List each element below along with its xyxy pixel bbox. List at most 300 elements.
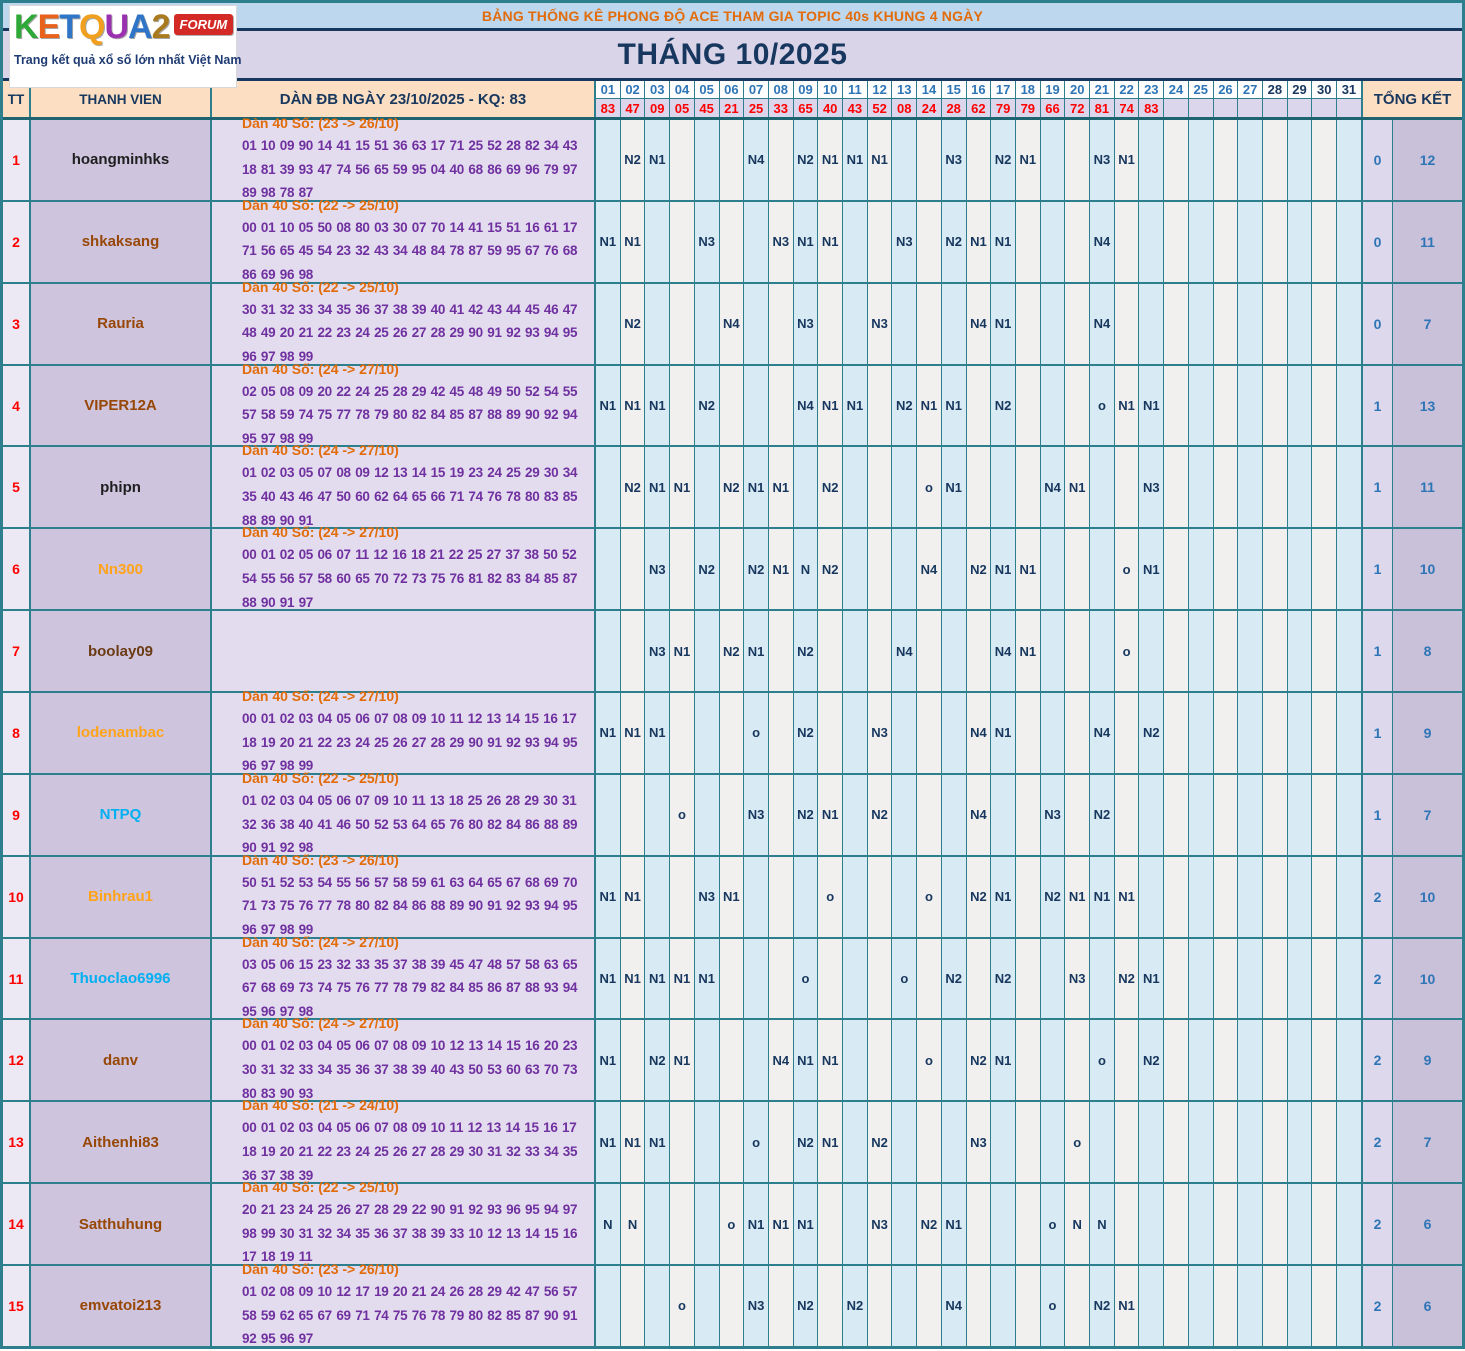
marker-cell [1312,1266,1337,1346]
day-number: 10 [818,81,842,99]
marker-cell: N1 [1139,529,1164,609]
marker-cell: N2 [794,693,819,773]
dan-cell [212,1261,596,1347]
marker-cell: N1 [596,857,621,937]
marker-cell [1164,857,1189,937]
dan-range-label: Dàn 40 Số: (22 -> 25/10) [242,196,399,213]
marker-cell: N2 [868,1102,893,1182]
day-column-header [1090,81,1115,117]
marker-cell [868,1020,893,1100]
marker-cell: N3 [942,120,967,200]
marker-cell [942,693,967,773]
marker-cell [1337,1102,1361,1182]
marker-cells [596,529,1363,609]
table-row [3,115,1462,202]
marker-cell [818,1266,843,1346]
marker-cell [695,447,720,527]
row-index: 8 [3,693,31,773]
marker-cell [769,693,794,773]
marker-cells [596,1266,1363,1346]
dan-numbers: 20 21 23 24 25 26 27 28 29 22 90 91 92 93 96 95 94 97 98 99 30 31 32 34 35 36 37 38 39 33 10 12 13 14 15 16 17 18 19 11 [242,1202,578,1265]
marker-cell [1189,366,1214,446]
marker-cell [1164,693,1189,773]
marker-cell: N2 [991,939,1016,1019]
marker-cell [892,447,917,527]
marker-cell [942,1102,967,1182]
day-column-header [695,81,720,117]
marker-cell [720,366,745,446]
marker-cell: N1 [967,202,992,282]
brand-letter: E [37,8,60,46]
marker-cells [596,1184,1363,1264]
marker-cell [1164,775,1189,855]
marker-cell [1263,775,1288,855]
brand-letter: K [14,8,38,46]
marker-cell: N1 [670,611,695,691]
marker-cell: N1 [991,1020,1016,1100]
marker-cell: N2 [967,1020,992,1100]
total-frames: 1 [1363,611,1393,691]
day-column-header [942,81,967,117]
ketqua2-logo [14,10,170,44]
row-index: 10 [3,857,31,937]
marker-cell [1139,611,1164,691]
day-number: 21 [1090,81,1114,99]
logo-tagline: Trang kết quả xổ số lớn nhất Việt Nam [14,53,242,67]
marker-cell [1337,284,1361,364]
marker-cell [1288,366,1313,446]
marker-cell [645,202,670,282]
marker-cell [769,1102,794,1182]
marker-cell [1238,1020,1263,1100]
marker-cell: N2 [991,120,1016,200]
dan-cell [212,1179,596,1265]
marker-cell [1312,775,1337,855]
marker-cell: N1 [720,857,745,937]
marker-cell [695,1184,720,1264]
marker-cell [1312,1184,1337,1264]
marker-cells [596,120,1363,200]
marker-cell [1041,611,1066,691]
day-number: 03 [645,81,669,99]
marker-cell [1016,857,1041,937]
total-score: 10 [1393,857,1462,937]
member-name: hoangminhks [31,120,212,200]
marker-cells [596,1020,1363,1100]
marker-cell: N2 [621,120,646,200]
marker-cell [670,1184,695,1264]
marker-cell: N1 [596,1020,621,1100]
day-number: 17 [991,81,1015,99]
marker-cell [917,1266,942,1346]
marker-cell: N4 [1041,447,1066,527]
marker-cell [670,120,695,200]
total-score: 10 [1393,939,1462,1019]
marker-cell [1041,120,1066,200]
marker-cell: o [1115,611,1140,691]
day-number: 04 [670,81,694,99]
marker-cell [670,857,695,937]
marker-cell [1312,366,1337,446]
marker-cell [1065,1266,1090,1346]
marker-cell [942,611,967,691]
marker-cell: N3 [645,529,670,609]
marker-cell: N1 [843,120,868,200]
marker-cell: N2 [695,366,720,446]
marker-cell [1164,202,1189,282]
marker-cell [1337,529,1361,609]
marker-cell [1189,611,1214,691]
marker-cell [1238,529,1263,609]
marker-cell: N1 [744,1184,769,1264]
marker-cell [720,529,745,609]
row-index: 3 [3,284,31,364]
marker-cell [967,1184,992,1264]
marker-cell [1263,693,1288,773]
day-number: 19 [1041,81,1065,99]
marker-cell [1238,939,1263,1019]
marker-cell: N3 [645,611,670,691]
marker-cell [991,775,1016,855]
day-number: 18 [1016,81,1040,99]
marker-cell [769,611,794,691]
dan-numbers: 00 01 02 03 04 05 06 07 08 09 10 11 12 13 14 15 16 17 18 19 20 21 22 23 24 25 26 27 28 29 90 91 92 93 94 95 96 97 98 99 [242,711,578,774]
marker-cell: N4 [1090,693,1115,773]
total-score: 7 [1393,1102,1462,1182]
day-number: 09 [794,81,818,99]
marker-cell [1238,120,1263,200]
marker-cell [769,939,794,1019]
marker-cell [1312,529,1337,609]
table-row [3,933,1462,1021]
marker-cell: N2 [1041,857,1066,937]
marker-cell [720,693,745,773]
marker-cell [1214,693,1239,773]
marker-cell: N1 [670,447,695,527]
marker-cell [1164,1020,1189,1100]
row-index: 13 [3,1102,31,1182]
member-name: shkaksang [31,202,212,282]
marker-cell [1139,1266,1164,1346]
marker-cell [818,939,843,1019]
row-index: 14 [3,1184,31,1264]
day-result [1263,99,1287,117]
marker-cell [1189,693,1214,773]
marker-cell [1263,1102,1288,1182]
marker-cell [1214,120,1239,200]
member-name: VIPER12A [31,366,212,446]
marker-cell [1288,1184,1313,1264]
marker-cell [991,1102,1016,1182]
marker-cell [1189,1266,1214,1346]
marker-cell [769,284,794,364]
day-result [1238,99,1262,117]
marker-cell [1214,284,1239,364]
marker-cell [1312,939,1337,1019]
marker-cell [1016,1020,1041,1100]
day-result: 74 [1115,99,1139,117]
marker-cell: N1 [1139,366,1164,446]
marker-cell [596,529,621,609]
marker-cell: N2 [720,611,745,691]
marker-cell: N1 [942,1184,967,1264]
marker-cell [1065,202,1090,282]
marker-cell: N2 [1090,775,1115,855]
marker-cell [1263,366,1288,446]
marker-cell [1115,1102,1140,1182]
total-score: 9 [1393,693,1462,773]
marker-cell: N2 [720,447,745,527]
marker-cells [596,939,1363,1019]
marker-cell [1288,1020,1313,1100]
marker-cell: N2 [794,1266,819,1346]
dan-range-label: Dàn 40 Số: (24 -> 27/10) [242,360,399,377]
marker-cell [1041,1102,1066,1182]
marker-cell: o [1041,1266,1066,1346]
day-result: 45 [695,99,719,117]
marker-cell [818,611,843,691]
dan-cell [212,851,596,937]
marker-cells [596,775,1363,855]
marker-cell [1115,202,1140,282]
row-index: 11 [3,939,31,1019]
total-frames: 2 [1363,939,1393,1019]
marker-cell: N1 [1016,120,1041,200]
day-result: 47 [621,99,645,117]
day-number: 11 [843,81,867,99]
total-score: 11 [1393,447,1462,527]
marker-cells [596,1102,1363,1182]
dan-cell [212,611,596,691]
member-name: Thuoclao6996 [31,939,212,1019]
marker-cell [695,693,720,773]
day-column-header [720,81,745,117]
total-frames: 2 [1363,857,1393,937]
day-number: 02 [621,81,645,99]
marker-cell [1288,202,1313,282]
marker-cell [1263,1266,1288,1346]
marker-cell: N1 [794,1184,819,1264]
marker-cell [1214,611,1239,691]
marker-cell [942,529,967,609]
marker-cell [1164,284,1189,364]
day-result [1312,99,1336,117]
marker-cell [942,1020,967,1100]
marker-cell [794,447,819,527]
marker-cell [1337,447,1361,527]
table-row [3,1261,1462,1347]
marker-cell [1214,202,1239,282]
marker-cell: N4 [991,611,1016,691]
day-column-header [868,81,893,117]
table-row [3,278,1462,366]
marker-cell [1164,1266,1189,1346]
marker-cell: N1 [1115,120,1140,200]
day-result: 40 [818,99,842,117]
marker-cell: N2 [942,202,967,282]
marker-cell: N1 [769,447,794,527]
day-column-header [843,81,868,117]
day-number: 13 [892,81,916,99]
marker-cell [670,1102,695,1182]
marker-cell: N1 [1065,447,1090,527]
marker-cell [1115,693,1140,773]
marker-cell [1016,366,1041,446]
day-result: 28 [942,99,966,117]
marker-cell [1139,284,1164,364]
marker-cell [720,202,745,282]
marker-cell: N2 [942,939,967,1019]
marker-cell [1337,857,1361,937]
day-result: 43 [843,99,867,117]
total-frames: 1 [1363,693,1393,773]
dan-range-label: Dàn 40 Số: (23 -> 26/10) [242,1261,399,1278]
marker-cell [967,1266,992,1346]
marker-cell [621,1266,646,1346]
marker-cell: N3 [1090,120,1115,200]
marker-cell: N2 [868,775,893,855]
marker-cell [1115,447,1140,527]
marker-cell [744,857,769,937]
marker-cell: N1 [670,939,695,1019]
dan-range-label: Dàn 40 Số: (22 -> 25/10) [242,278,399,295]
marker-cell [670,693,695,773]
marker-cell: N4 [744,120,769,200]
marker-cell [1214,1184,1239,1264]
day-number: 08 [769,81,793,99]
marker-cell [843,775,868,855]
marker-cell [1312,120,1337,200]
marker-cell [1337,1020,1361,1100]
marker-cell [1312,202,1337,282]
brand-letter: A [128,8,152,46]
marker-cell [1065,284,1090,364]
marker-cell [1263,284,1288,364]
marker-cell: N1 [621,202,646,282]
dan-numbers: 01 02 03 05 07 08 09 12 13 14 15 19 23 24 25 29 30 34 35 40 43 46 47 50 60 62 64 65 66 71 74 76 78 80 83 85 88 89 90 91 [242,465,578,528]
marker-cell: N4 [769,1020,794,1100]
table-row [3,1179,1462,1266]
marker-cell [769,1266,794,1346]
day-result: 79 [1016,99,1040,117]
marker-cell [621,775,646,855]
day-column-header [1139,81,1164,117]
marker-cell: N1 [621,857,646,937]
forum-badge: FORUM [174,14,234,35]
marker-cell [1189,775,1214,855]
marker-cell [1041,529,1066,609]
day-column-header [794,81,819,117]
marker-cell: N2 [1139,1020,1164,1100]
dan-numbers: 30 31 32 33 34 35 36 37 38 39 40 41 42 43 44 45 46 47 48 49 20 21 22 23 24 25 26 27 28 29 90 91 92 93 94 95 96 97 98 99 [242,301,578,364]
day-result: 52 [868,99,892,117]
dan-range-label: Dàn 40 Số: (22 -> 25/10) [242,769,399,786]
total-frames: 0 [1363,120,1393,200]
marker-cell: N4 [967,693,992,773]
member-name: Rauria [31,284,212,364]
marker-cell: N3 [744,775,769,855]
marker-cell [868,529,893,609]
marker-cell [1288,693,1313,773]
marker-cell: N2 [1139,693,1164,773]
day-result [1214,99,1238,117]
total-score: 6 [1393,1184,1462,1264]
marker-cell [917,1102,942,1182]
day-number: 25 [1189,81,1213,99]
marker-cell: N2 [818,529,843,609]
marker-cell [1016,202,1041,282]
member-name: NTPQ [31,775,212,855]
total-score: 7 [1393,775,1462,855]
marker-cell: N1 [645,939,670,1019]
marker-cell [645,1266,670,1346]
member-name: boolay09 [31,611,212,691]
marker-cell: N [621,1184,646,1264]
marker-cell [1189,120,1214,200]
day-result: 08 [892,99,916,117]
marker-cell: N3 [892,202,917,282]
marker-cell: o [670,775,695,855]
day-column-header [769,81,794,117]
day-number: 28 [1263,81,1287,99]
marker-cell [645,284,670,364]
marker-cell [967,120,992,200]
marker-cell [942,857,967,937]
marker-cell: N2 [917,1184,942,1264]
marker-cell [720,775,745,855]
dan-range-label: Dàn 40 Số: (24 -> 27/10) [242,688,399,705]
marker-cell: N2 [794,775,819,855]
marker-cell [1016,447,1041,527]
marker-cell: N3 [769,202,794,282]
marker-cell [1337,611,1361,691]
marker-cell [843,284,868,364]
marker-cell [1139,120,1164,200]
dan-numbers: 00 01 02 03 04 05 06 07 08 09 10 11 12 13 14 15 16 17 18 19 20 21 22 23 24 25 26 27 28 29 30 31 32 33 34 35 36 37 38 39 [242,1120,578,1183]
day-result: 83 [1139,99,1163,117]
row-index: 6 [3,529,31,609]
marker-cell [1263,857,1288,937]
table-row [3,1097,1462,1184]
day-column-header [596,81,621,117]
marker-cells [596,693,1363,773]
marker-cell [917,693,942,773]
marker-cell [1288,529,1313,609]
total-frames: 1 [1363,775,1393,855]
marker-cell [769,857,794,937]
marker-cell [1238,1184,1263,1264]
day-column-header [892,81,917,117]
marker-cell: o [744,693,769,773]
total-score: 12 [1393,120,1462,200]
marker-cell [1263,202,1288,282]
day-column-header [1065,81,1090,117]
marker-cell [794,857,819,937]
marker-cell: N2 [843,1266,868,1346]
marker-cell [596,120,621,200]
marker-cell: N1 [868,120,893,200]
marker-cell [1263,447,1288,527]
marker-cell [868,857,893,937]
marker-cell [1238,1266,1263,1346]
marker-cell [1065,1020,1090,1100]
marker-cell: o [794,939,819,1019]
marker-cell: N3 [1139,447,1164,527]
marker-cell: N [596,1184,621,1264]
header-dan-label: DÀN ĐB NGÀY 23/10/2025 - KQ: 83 [279,90,527,108]
marker-cell: N3 [868,693,893,773]
day-column-header [1312,81,1337,117]
